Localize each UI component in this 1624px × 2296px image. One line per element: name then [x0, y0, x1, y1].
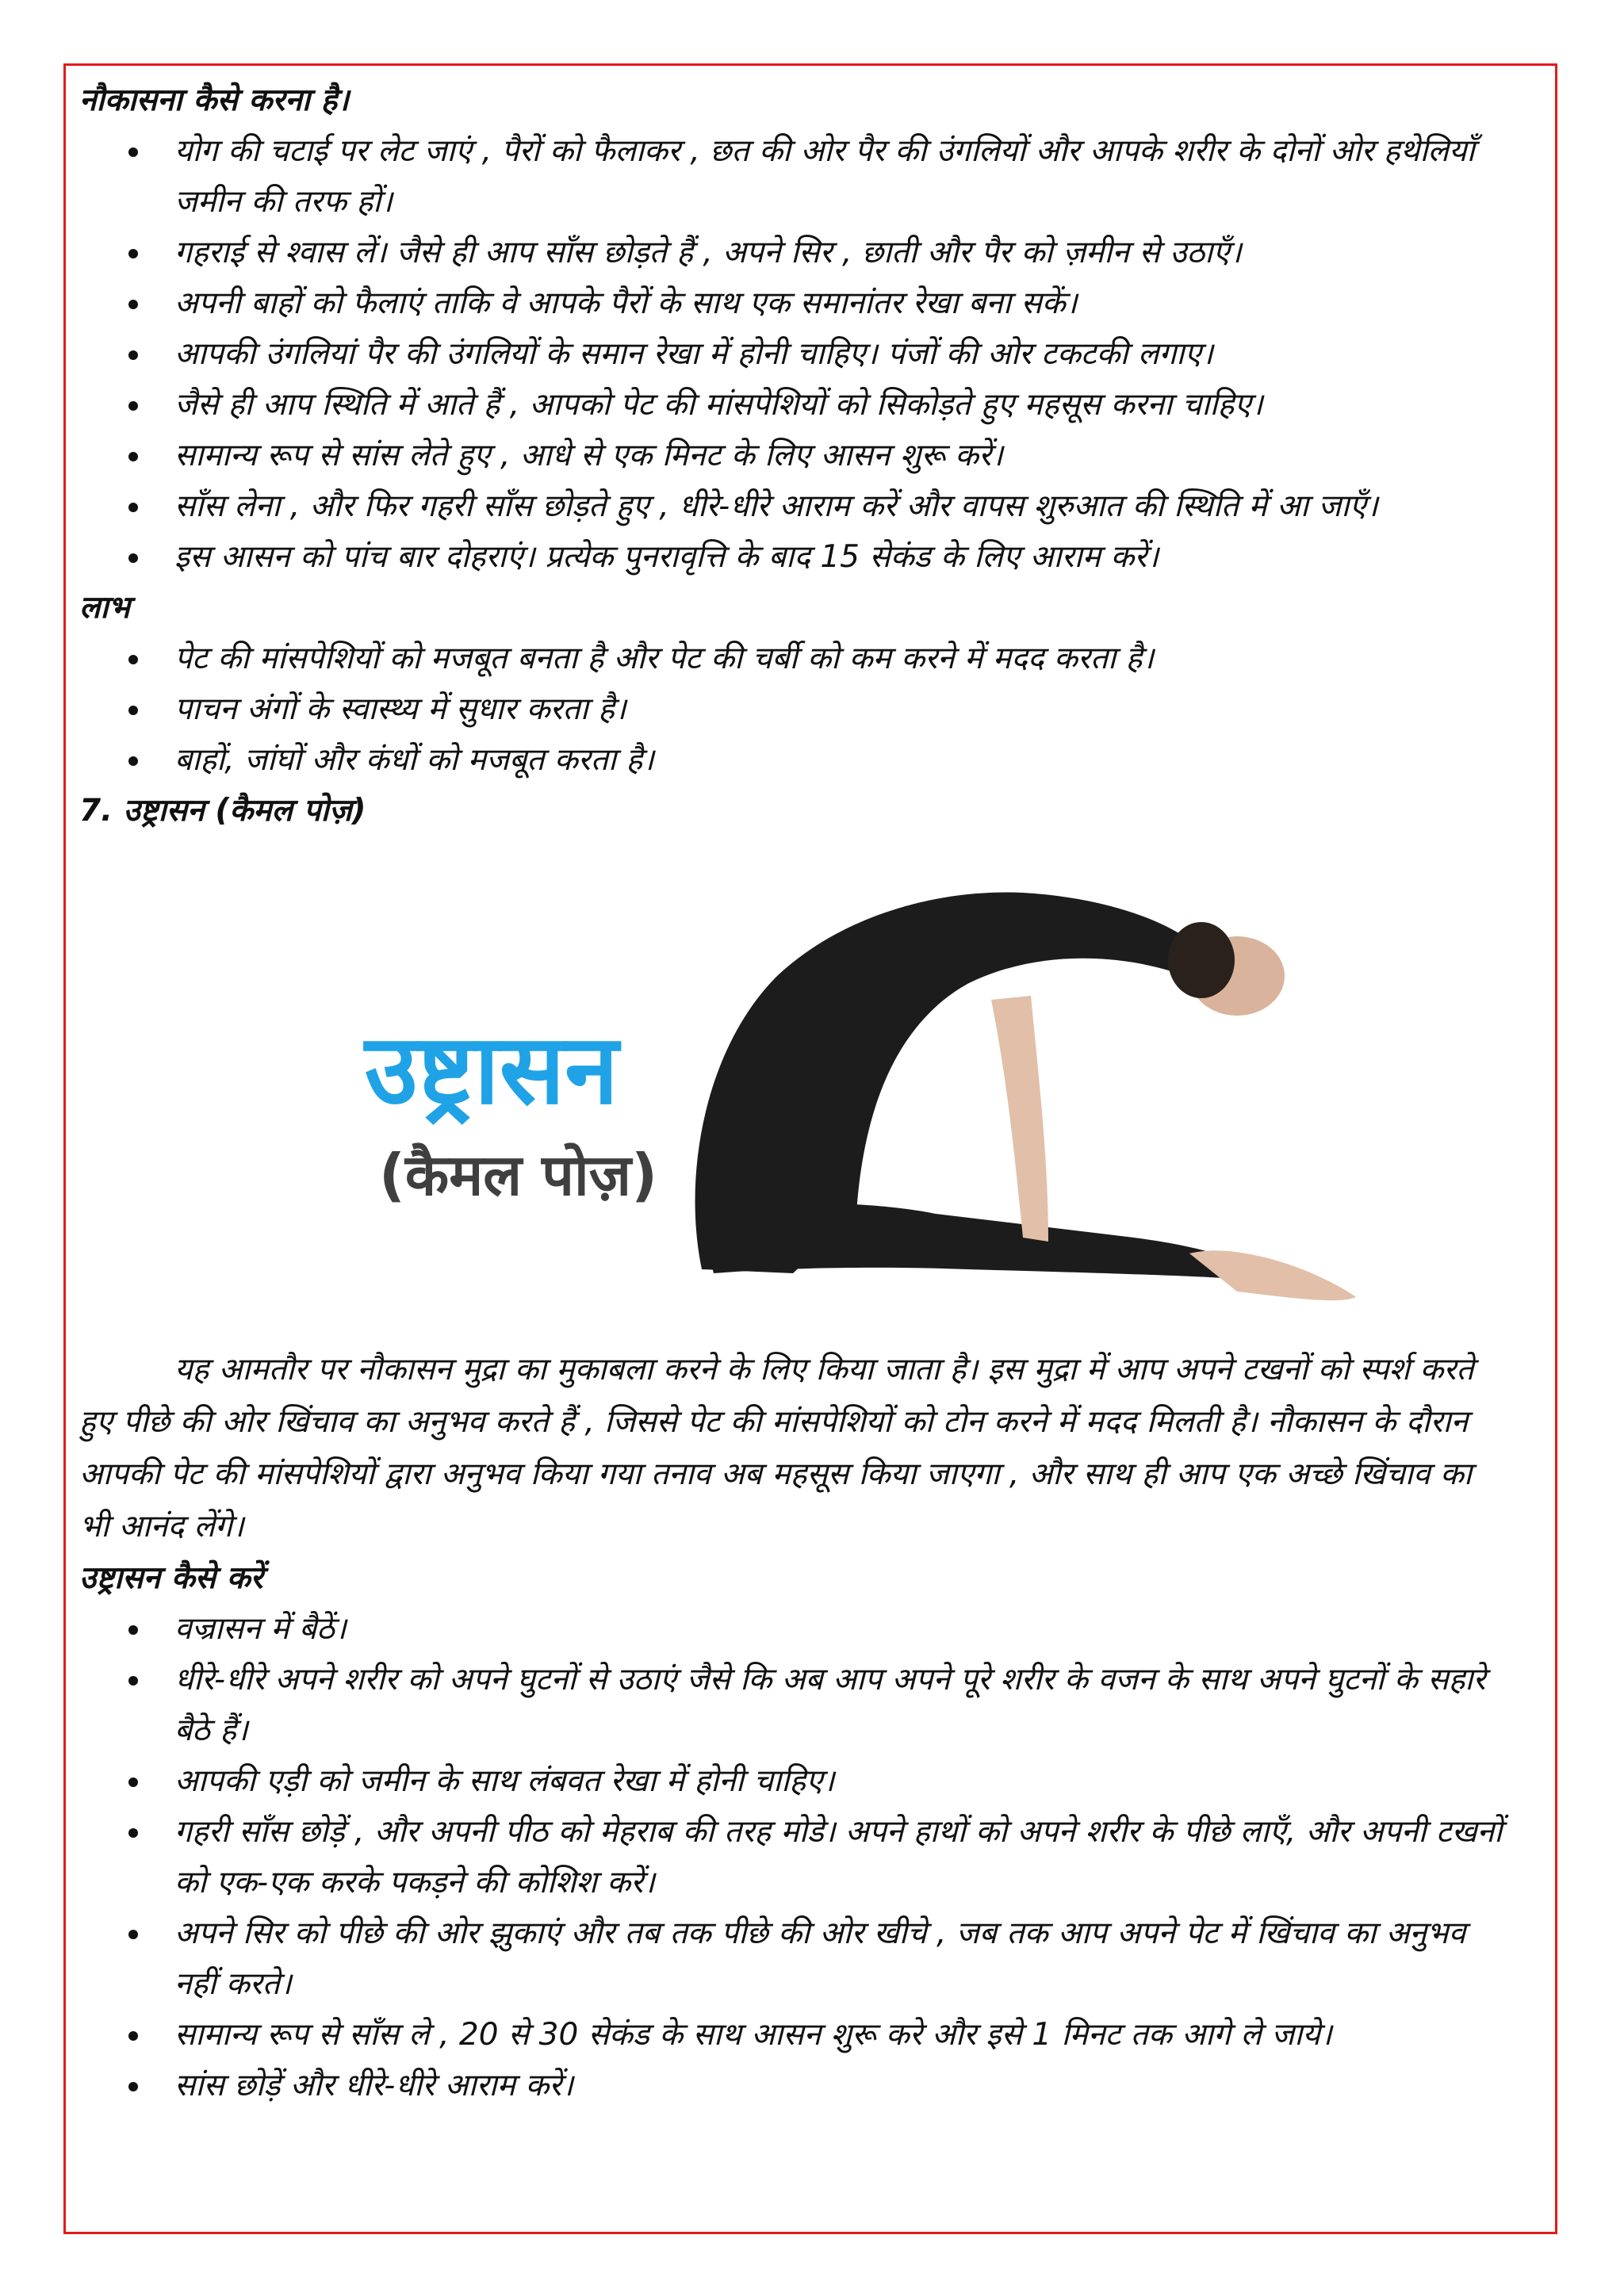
list-item: आपकी उंगलियां पैर की उंगलियों के समान रेखा में होनी चाहिए। पंजों की ओर टकटकी लगाए।	[79, 329, 1507, 380]
camel-pose-image	[79, 841, 1507, 1333]
list-item: अपनी बाहों को फैलाएं ताकि वे आपके पैरों के साथ एक समानांतर रेखा बना सकें।	[79, 278, 1507, 329]
list-item: साँस लेना , और फिर गहरी साँस छोड़ते हुए , धीरे-धीरे आराम करें और वापस शुरुआत की स्थिति में आ जाएँ।	[79, 481, 1507, 532]
description-text: यह आमतौर पर नौकासन मुद्रा का मुकाबला करने के लिए किया जाता है। इस मुद्रा में आप अपने टखनों को स्पर्श करते हुए पीछे की ओर खिंचाव का अनुभव करते हैं , जिससे पेट की मांसपेशियों को टोन करने में मदद मिलती है। नौकासन के दौरान आपकी पेट की मांसपेशियों द्वारा अनुभव किया गया तनाव अब महसूस किया जाएगा , और साथ ही आप एक अच्छे खिंचाव का भी आनंद लेंगे।	[79, 1352, 1474, 1544]
document-content	[79, 75, 1507, 2111]
ustrasana-howto-heading: उष्ट्रासन कैसे करें	[79, 1560, 263, 1596]
list-item: गहराई से श्वास लें। जैसे ही आप साँस छोड़ते हैं , अपने सिर , छाती और पैर को ज़मीन से उठाएँ।	[79, 228, 1507, 278]
list-item: पाचन अंगों के स्वास्थ्य में सुधार करता है।	[79, 684, 1507, 735]
list-item: पेट की मांसपेशियों को मजबूत बनता है और पेट की चर्बी को कम करने में मदद करता है।	[79, 633, 1507, 684]
list-item: धीरे-धीरे अपने शरीर को अपने घुटनों से उठाएं जैसे कि अब आप अपने पूरे शरीर के वजन के साथ अपने घुटनों के सहारे बैठे हैं।	[79, 1655, 1507, 1756]
list-item: सामान्य रूप से सांस लेते हुए , आधे से एक मिनट के लिए आसन शुरू करें।	[79, 430, 1507, 481]
list-item: इस आसन को पांच बार दोहराएं। प्रत्येक पुनरावृत्ति के बाद 15 सेकंड के लिए आराम करें।	[79, 532, 1507, 583]
ustrasana-section-heading: 7. उष्ट्रासन (कैमल पोज़)	[79, 793, 366, 828]
ustrasana-description	[79, 1344, 1507, 1553]
list-item: आपकी एड़ी को जमीन के साथ लंबवत रेखा में होनी चाहिए।	[79, 1756, 1507, 1807]
list-item: सांस छोड़ें और धीरे-धीरे आराम करें।	[79, 2061, 1507, 2111]
list-item: बाहों, जांघों और कंधों को मजबूत करता है।	[79, 735, 1507, 786]
ustrasana-steps-list	[79, 1604, 1507, 2111]
list-item: योग की चटाई पर लेट जाएं , पैरों को फैलाकर , छत की ओर पैर की उंगलियों और आपके शरीर के दोनों ओर हथेलियाँ जमीन की तरफ हों।	[79, 126, 1507, 228]
benefits-list	[79, 633, 1507, 786]
list-item: गहरी साँस छोड़ें , और अपनी पीठ को मेहराब की तरह मोडे। अपने हाथों को अपने शरीर के पीछे लाएँ, और अपनी टखनों को एक-एक करके पकड़ने की कोशिश करें।	[79, 1807, 1507, 1908]
yoga-figure-illustration	[79, 841, 1507, 1333]
naukasana-steps-list	[79, 126, 1507, 583]
image-title-text: उष्ट्रासन	[365, 1013, 619, 1126]
image-subtitle-text: (कैमल पोज़)	[379, 1142, 658, 1208]
naukasana-howto-heading: नौकासना कैसे करना है।	[79, 82, 350, 118]
list-item: सामान्य रूप से साँस ले , 20 से 30 सेकंड के साथ आसन शुरू करे और इसे 1 मिनट तक आगे ले जाये।	[79, 2010, 1507, 2061]
list-item: वज्रासन में बैठें।	[79, 1604, 1507, 1655]
list-item: अपने सिर को पीछे की ओर झुकाएं और तब तक पीछे की ओर खीचे , जब तक आप अपने पेट में खिंचाव का अनुभव नहीं करते।	[79, 1908, 1507, 2010]
benefits-heading: लाभ	[79, 590, 130, 626]
list-item: जैसे ही आप स्थिति में आते हैं , आपको पेट की मांसपेशियों को सिकोड़ते हुए महसूस करना चाहिए।	[79, 380, 1507, 430]
